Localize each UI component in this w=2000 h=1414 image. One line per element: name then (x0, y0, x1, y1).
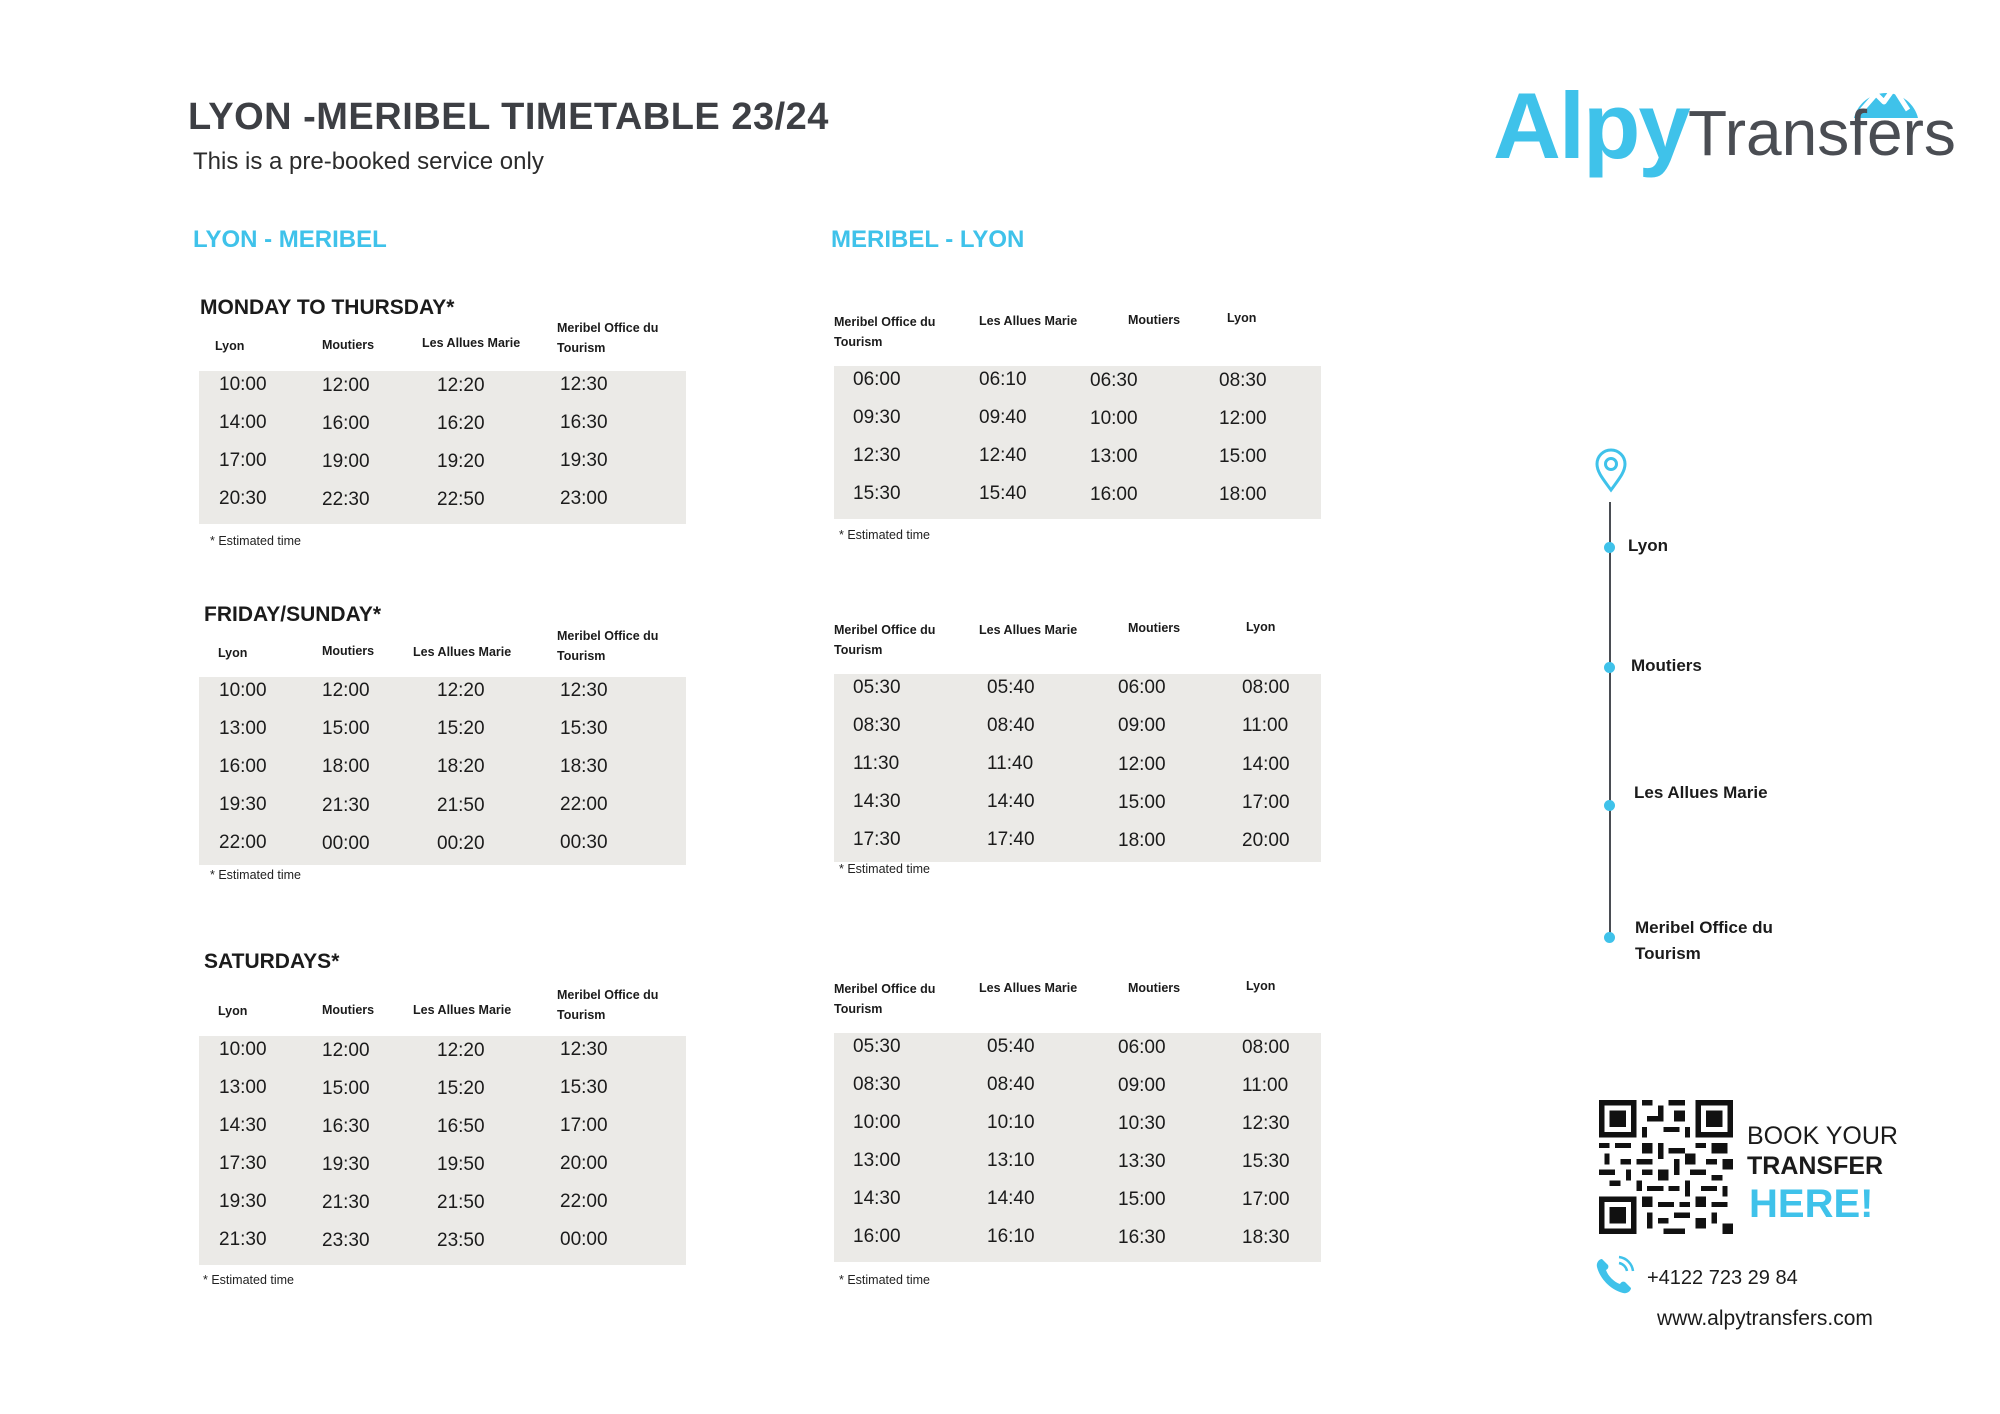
time-cell: 13:00 (219, 718, 267, 739)
time-cell: 19:50 (437, 1154, 485, 1175)
time-cell: 13:10 (987, 1150, 1035, 1171)
time-cell: 19:30 (560, 450, 608, 471)
time-cell: 17:00 (560, 1115, 608, 1136)
time-cell: 19:30 (219, 1191, 267, 1212)
time-cell: 18:00 (1118, 830, 1166, 851)
time-cell: 16:00 (1090, 484, 1138, 505)
time-cell: 15:30 (560, 1077, 608, 1098)
time-cell: 15:30 (560, 718, 608, 739)
time-cell: 15:30 (1242, 1151, 1290, 1172)
time-cell: 08:30 (1219, 370, 1267, 391)
route-stop-dot (1604, 932, 1615, 943)
time-cell: 13:00 (1090, 446, 1138, 467)
time-cell: 18:20 (437, 756, 485, 777)
time-cell: 09:00 (1118, 1075, 1166, 1096)
time-cell: 18:30 (560, 756, 608, 777)
time-cell: 11:30 (853, 753, 900, 774)
estimated-time-note: * Estimated time (203, 1273, 295, 1287)
time-cell: 12:40 (979, 445, 1027, 466)
time-cell: 08:00 (1242, 677, 1290, 698)
time-cell: 06:00 (853, 369, 901, 390)
time-cell: 05:40 (987, 1036, 1035, 1057)
column-header: Lyon (218, 1004, 248, 1018)
time-cell: 05:30 (853, 1036, 901, 1057)
timetable (199, 371, 686, 524)
column-header: Lyon (1227, 311, 1257, 325)
time-cell: 12:20 (437, 375, 485, 396)
time-cell: 00:30 (560, 832, 608, 853)
time-cell: 14:30 (853, 1188, 901, 1209)
column-header: Moutiers (322, 644, 375, 658)
time-cell: 20:30 (219, 488, 267, 509)
column-header: Lyon (1246, 620, 1276, 634)
time-cell: 15:00 (322, 718, 370, 739)
time-cell: 08:00 (1242, 1037, 1290, 1058)
time-cell: 00:00 (560, 1229, 608, 1250)
time-cell: 10:00 (219, 1039, 267, 1060)
column-header: Les Allues Marie (413, 1003, 512, 1017)
time-cell: 18:00 (322, 756, 370, 777)
time-cell: 15:20 (437, 718, 485, 739)
time-cell: 21:30 (219, 1229, 267, 1250)
estimated-time-note: * Estimated time (839, 528, 931, 542)
time-cell: 15:20 (437, 1078, 485, 1099)
time-cell: 19:00 (322, 451, 370, 472)
time-cell: 08:40 (987, 1074, 1035, 1095)
time-cell: 22:00 (219, 832, 267, 853)
time-cell: 20:00 (560, 1153, 608, 1174)
time-cell: 06:00 (1118, 1037, 1166, 1058)
time-cell: 13:30 (1118, 1151, 1166, 1172)
time-cell: 14:40 (987, 791, 1035, 812)
time-cell: 13:00 (853, 1150, 901, 1171)
time-cell: 10:00 (219, 374, 267, 395)
time-cell: 21:50 (437, 1192, 485, 1213)
estimated-time-note: * Estimated time (210, 534, 302, 548)
column-header: Moutiers (1128, 981, 1181, 995)
time-cell: 09:30 (853, 407, 901, 428)
time-cell: 12:30 (853, 445, 901, 466)
time-cell: 11:00 (1242, 1075, 1289, 1096)
time-cell: 17:40 (987, 829, 1035, 850)
time-cell: 12:00 (322, 1040, 370, 1061)
time-cell: 23:50 (437, 1230, 485, 1251)
time-cell: 21:30 (322, 795, 370, 816)
time-cell: 15:40 (979, 483, 1027, 504)
time-cell: 10:30 (1118, 1113, 1166, 1134)
time-cell: 17:30 (219, 1153, 267, 1174)
time-cell: 14:30 (853, 791, 901, 812)
time-cell: 17:00 (1242, 792, 1290, 813)
column-header: Meribel Office du Tourism (834, 623, 936, 657)
route-stop-dot (1604, 800, 1615, 811)
page-subtitle: This is a pre-booked service only (193, 148, 544, 175)
time-cell: 05:40 (987, 677, 1035, 698)
time-cell: 12:00 (1118, 754, 1166, 775)
column-header: Moutiers (1128, 621, 1181, 635)
time-cell: 22:00 (560, 1191, 608, 1212)
column-header: Meribel Office du Tourism (557, 629, 659, 663)
column-header: Meribel Office du Tourism (834, 982, 936, 1016)
route-stop-dot (1604, 662, 1615, 673)
time-cell: 17:00 (1242, 1189, 1290, 1210)
route-line (1609, 502, 1611, 938)
time-cell: 14:00 (1242, 754, 1290, 775)
time-cell: 15:30 (853, 483, 901, 504)
time-cell: 16:50 (437, 1116, 485, 1137)
group-title-mon-thu: MONDAY TO THURSDAY* (200, 296, 455, 319)
route-stop-dot (1604, 542, 1615, 553)
time-cell: 00:00 (322, 833, 370, 854)
time-cell: 08:30 (853, 715, 901, 736)
estimated-time-note: * Estimated time (839, 862, 931, 876)
time-cell: 08:30 (853, 1074, 901, 1095)
time-cell: 16:00 (853, 1226, 901, 1247)
route-stop-label: Moutiers (1631, 656, 1702, 675)
column-header: Meribel Office du Tourism (834, 315, 936, 349)
time-cell: 05:30 (853, 677, 901, 698)
time-cell: 12:00 (322, 375, 370, 396)
time-cell: 10:00 (853, 1112, 901, 1133)
time-cell: 17:30 (853, 829, 901, 850)
time-cell: 06:10 (979, 369, 1027, 390)
column-header: Meribel Office du Tourism (557, 988, 659, 1022)
location-pin-icon (1594, 447, 1628, 493)
route-stop-label: Lyon (1628, 536, 1668, 555)
column-header: Les Allues Marie (422, 336, 521, 350)
book-line-2: TRANSFER (1747, 1152, 1884, 1180)
timetable (834, 366, 1321, 519)
time-cell: 22:50 (437, 489, 485, 510)
time-cell: 15:00 (1219, 446, 1267, 467)
time-cell: 22:00 (560, 794, 608, 815)
time-cell: 15:00 (322, 1078, 370, 1099)
time-cell: 10:10 (987, 1112, 1035, 1133)
route-stop-label: Meribel Office du Tourism (1635, 918, 1773, 963)
time-cell: 21:30 (322, 1192, 370, 1213)
time-cell: 16:30 (322, 1116, 370, 1137)
column-header: Les Allues Marie (979, 314, 1078, 328)
brand-name-transfers: Transfers (1688, 97, 1956, 169)
time-cell: 12:20 (437, 680, 485, 701)
time-cell: 19:30 (219, 794, 267, 815)
time-cell: 14:40 (987, 1188, 1035, 1209)
time-cell: 13:00 (219, 1077, 267, 1098)
time-cell: 22:30 (322, 489, 370, 510)
time-cell: 21:50 (437, 795, 485, 816)
time-cell: 16:00 (322, 413, 370, 434)
estimated-time-note: * Estimated time (839, 1273, 931, 1287)
time-cell: 19:20 (437, 451, 485, 472)
time-cell: 06:00 (1118, 677, 1166, 698)
time-cell: 12:30 (560, 1039, 608, 1060)
route-stop-label: Les Allues Marie (1634, 783, 1768, 802)
time-cell: 14:00 (219, 412, 267, 433)
qr-code-icon[interactable] (1599, 1100, 1733, 1234)
timetable (199, 1036, 686, 1265)
time-cell: 23:00 (560, 488, 608, 509)
time-cell: 12:30 (560, 374, 608, 395)
time-cell: 10:00 (1090, 408, 1138, 429)
time-cell: 06:30 (1090, 370, 1138, 391)
brand-name-alpy: Alpy (1493, 73, 1689, 178)
time-cell: 00:20 (437, 833, 485, 854)
group-title-fri-sun: FRIDAY/SUNDAY* (204, 603, 381, 626)
time-cell: 10:00 (219, 680, 267, 701)
website-link[interactable]: www.alpytransfers.com (1657, 1307, 1873, 1330)
time-cell: 14:30 (219, 1115, 267, 1136)
book-here-link[interactable]: HERE! (1749, 1182, 1874, 1226)
time-cell: 12:00 (1219, 408, 1267, 429)
time-cell: 12:00 (322, 680, 370, 701)
time-cell: 15:00 (1118, 792, 1166, 813)
phone-number[interactable]: +4122 723 29 84 (1647, 1267, 1798, 1289)
estimated-time-note: * Estimated time (210, 868, 302, 882)
column-header: Lyon (218, 646, 248, 660)
column-header: Moutiers (322, 338, 375, 352)
phone-icon (1593, 1255, 1635, 1297)
group-title-saturdays: SATURDAYS* (204, 950, 340, 973)
time-cell: 16:20 (437, 413, 485, 434)
time-cell: 12:30 (1242, 1113, 1290, 1134)
time-cell: 09:40 (979, 407, 1027, 428)
column-header: Les Allues Marie (413, 645, 512, 659)
time-cell: 20:00 (1242, 830, 1290, 851)
time-cell: 16:10 (987, 1226, 1035, 1247)
time-cell: 16:30 (560, 412, 608, 433)
time-cell: 16:30 (1118, 1227, 1166, 1248)
time-cell: 18:00 (1219, 484, 1267, 505)
column-header: Les Allues Marie (979, 623, 1078, 637)
timetable (199, 677, 686, 865)
time-cell: 11:00 (1242, 715, 1289, 736)
time-cell: 19:30 (322, 1154, 370, 1175)
time-cell: 12:20 (437, 1040, 485, 1061)
time-cell: 23:30 (322, 1230, 370, 1251)
page-title: LYON -MERIBEL TIMETABLE 23/24 (188, 96, 829, 138)
outbound-section-title: LYON - MERIBEL (193, 226, 387, 253)
column-header: Lyon (215, 339, 245, 353)
column-header: Moutiers (322, 1003, 375, 1017)
column-header: Meribel Office du Tourism (557, 321, 659, 355)
time-cell: 15:00 (1118, 1189, 1166, 1210)
time-cell: 16:00 (219, 756, 267, 777)
return-section-title: MERIBEL - LYON (831, 226, 1025, 253)
timetable (834, 1033, 1321, 1262)
column-header: Moutiers (1128, 313, 1181, 327)
time-cell: 08:40 (987, 715, 1035, 736)
time-cell: 11:40 (987, 753, 1034, 774)
column-header: Lyon (1246, 979, 1276, 993)
timetable (834, 674, 1321, 862)
column-header: Les Allues Marie (979, 981, 1078, 995)
time-cell: 09:00 (1118, 715, 1166, 736)
time-cell: 17:00 (219, 450, 267, 471)
time-cell: 12:30 (560, 680, 608, 701)
time-cell: 18:30 (1242, 1227, 1290, 1248)
book-line-1: BOOK YOUR (1747, 1122, 1898, 1150)
